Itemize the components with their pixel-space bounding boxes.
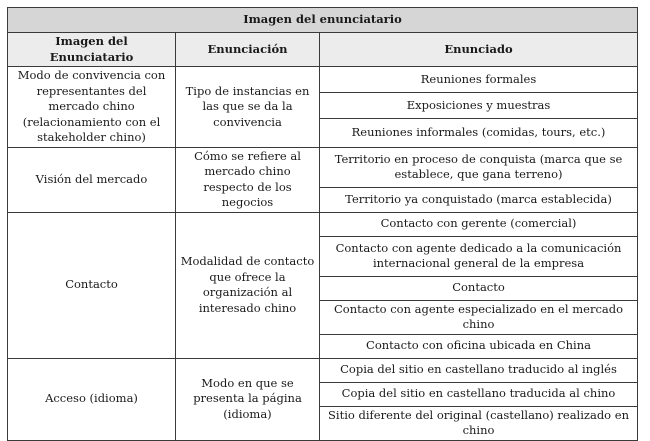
table-row (8, 212, 638, 236)
enunciado-cell: Reuniones informales (comidas, tours, etc.) (320, 119, 638, 147)
header-enunciado: Enunciado (320, 33, 638, 67)
group-imagen-cell: Modo de convivencia con representantes del mercado chino (relacionamiento con el stakeholder chino) (8, 67, 176, 148)
group-imagen-cell: Contacto (8, 212, 176, 358)
enunciado-cell: Copia del sitio en castellano traducida al chino (320, 382, 638, 406)
group-imagen-cell: Visión del mercado (8, 147, 176, 212)
header-imagen: Imagen del Enunciatario (8, 33, 176, 67)
header-enunciacion: Enunciación (176, 33, 320, 67)
table-row (8, 147, 638, 188)
table-title: Imagen del enunciatario (8, 8, 638, 33)
group-enunciacion-cell: Modalidad de contacto que ofrece la organización al interesado chino (176, 212, 320, 358)
enunciado-cell: Copia del sitio en castellano traducido al inglés (320, 358, 638, 382)
enunciado-cell: Territorio ya conquistado (marca establecida) (320, 188, 638, 212)
enunciado-cell: Territorio en proceso de conquista (marca que se establece, que gana terreno) (320, 147, 638, 188)
enunciado-cell: Contacto con agente dedicado a la comunicación internacional general de la empresa (320, 236, 638, 276)
table-title-row (8, 8, 638, 33)
table-row (8, 67, 638, 93)
group-enunciacion-cell: Cómo se refiere al mercado chino respecto de los negocios (176, 147, 320, 212)
table-header-row (8, 33, 638, 67)
enunciado-cell: Contacto con agente especializado en el mercado chino (320, 300, 638, 334)
enunciatario-table (7, 7, 638, 441)
enunciado-cell: Exposiciones y muestras (320, 93, 638, 119)
table-row (8, 358, 638, 382)
group-imagen-cell: Acceso (idioma) (8, 358, 176, 440)
group-enunciacion-cell: Modo en que se presenta la página (idioma) (176, 358, 320, 440)
enunciado-cell: Contacto con gerente (comercial) (320, 212, 638, 236)
enunciado-cell: Sitio diferente del original (castellano) realizado en chino (320, 406, 638, 440)
group-enunciacion-cell: Tipo de instancias en las que se da la convivencia (176, 67, 320, 148)
enunciado-cell: Contacto (320, 276, 638, 300)
enunciado-cell: Contacto con oficina ubicada en China (320, 334, 638, 358)
enunciado-cell: Reuniones formales (320, 67, 638, 93)
